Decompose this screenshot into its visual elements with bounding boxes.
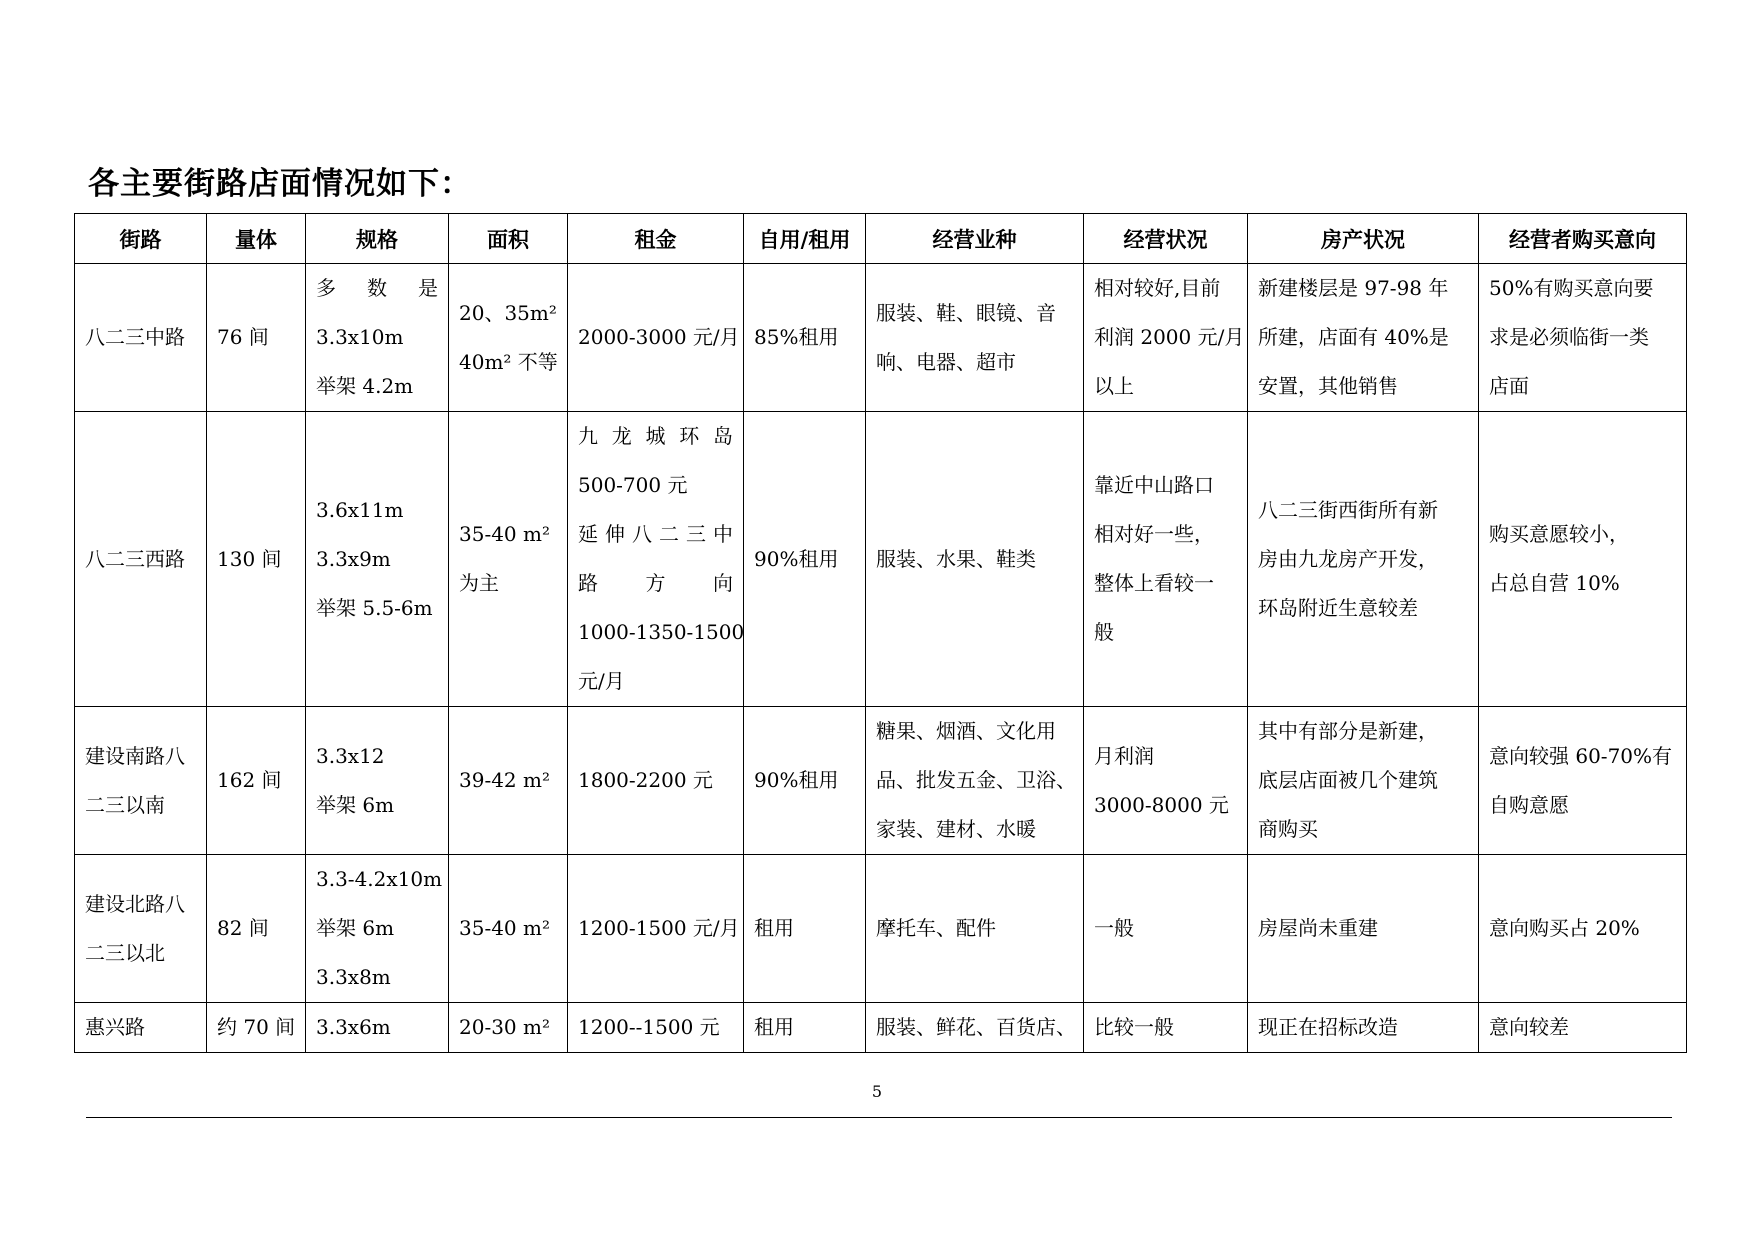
table-row: [75, 412, 1687, 707]
cell-area: 20-30 m²: [449, 1003, 568, 1053]
table-row: [75, 707, 1687, 855]
cell-usage: 85%租用: [744, 264, 866, 412]
cell-street: 建设北路八 二三以北: [75, 855, 207, 1003]
cell-usage: 90%租用: [744, 707, 866, 855]
cell-intent: 意向较强 60-70%有 自购意愿: [1479, 707, 1687, 855]
header-property: 房产状况: [1248, 214, 1479, 264]
cell-business: 服装、鲜花、百货店、: [866, 1003, 1084, 1053]
cell-rent: 2000-3000 元/月: [568, 264, 744, 412]
header-rent: 租金: [568, 214, 744, 264]
cell-property: 新建楼层是 97-98 年 所建，店面有 40%是 安置，其他销售: [1248, 264, 1479, 412]
cell-volume: 82 间: [207, 855, 306, 1003]
cell-status: 靠近中山路口 相对好一些， 整体上看较一 般: [1084, 412, 1248, 707]
cell-status: 相对较好,目前 利润 2000 元/月 以上: [1084, 264, 1248, 412]
cell-volume: 130 间: [207, 412, 306, 707]
cell-volume: 约 70 间: [207, 1003, 306, 1053]
cell-usage: 租用: [744, 1003, 866, 1053]
footer-divider: [86, 1117, 1672, 1118]
cell-property: 现正在招标改造: [1248, 1003, 1479, 1053]
cell-rent: 1200-1500 元/月: [568, 855, 744, 1003]
header-status: 经营状况: [1084, 214, 1248, 264]
cell-business: 服装、水果、鞋类: [866, 412, 1084, 707]
cell-area: 35-40 m²: [449, 855, 568, 1003]
header-area: 面积: [449, 214, 568, 264]
cell-street: 建设南路八 二三以南: [75, 707, 207, 855]
cell-street: 八二三中路: [75, 264, 207, 412]
cell-property: 房屋尚未重建: [1248, 855, 1479, 1003]
cell-intent: 意向购买占 20%: [1479, 855, 1687, 1003]
cell-intent: 意向较差: [1479, 1003, 1687, 1053]
cell-status: 比较一般: [1084, 1003, 1248, 1053]
cell-spec: 3.3-4.2x10m 举架 6m 3.3x8m: [306, 855, 449, 1003]
area-value: 40m² 不等: [459, 349, 558, 374]
cell-status: 一般: [1084, 855, 1248, 1003]
header-usage: 自用/租用: [744, 214, 866, 264]
cell-spec: 3.3x6m: [306, 1003, 449, 1053]
cell-business: 摩托车、配件: [866, 855, 1084, 1003]
cell-rent: 1800-2200 元: [568, 707, 744, 855]
table-row: [75, 264, 1687, 412]
cell-usage: 租用: [744, 855, 866, 1003]
cell-rent: 九龙城环岛 500-700 元 延伸八二三中 路 方 向 1000-1350-1500 元/月: [568, 412, 744, 707]
header-volume: 量体: [207, 214, 306, 264]
table-row: [75, 1003, 1687, 1053]
section-title: 各主要街路店面情况如下：: [88, 166, 472, 202]
cell-usage: 90%租用: [744, 412, 866, 707]
table-header-row: [75, 214, 1687, 264]
header-business: 经营业种: [866, 214, 1084, 264]
header-spec: 规格: [306, 214, 449, 264]
cell-property: 其中有部分是新建， 底层店面被几个建筑 商购买: [1248, 707, 1479, 855]
cell-intent: 购买意愿较小， 占总自营 10%: [1479, 412, 1687, 707]
cell-status: 月利润 3000-8000 元: [1084, 707, 1248, 855]
cell-area: 35-40 m² 为主: [449, 412, 568, 707]
cell-rent: 1200--1500 元: [568, 1003, 744, 1053]
header-street: 街路: [75, 214, 207, 264]
cell-volume: 76 间: [207, 264, 306, 412]
cell-street: 惠兴路: [75, 1003, 207, 1053]
cell-business: 服装、鞋、眼镜、音 响、电器、超市: [866, 264, 1084, 412]
area-value: 20、35m²: [459, 300, 557, 325]
cell-area: [449, 264, 568, 412]
header-intent: 经营者购买意向: [1479, 214, 1687, 264]
cell-spec: 3.3x12 举架 6m: [306, 707, 449, 855]
cell-spec: 多 数 是 3.3x10m 举架 4.2m: [306, 264, 449, 412]
cell-spec: 3.6x11m 3.3x9m 举架 5.5-6m: [306, 412, 449, 707]
page-number: 5: [871, 1082, 883, 1101]
street-storefront-table: [74, 213, 1687, 1053]
cell-volume: 162 间: [207, 707, 306, 855]
cell-street: 八二三西路: [75, 412, 207, 707]
table-row: [75, 855, 1687, 1003]
cell-area: 39-42 m²: [449, 707, 568, 855]
cell-business: 糖果、烟酒、文化用 品、批发五金、卫浴、 家装、建材、水暖: [866, 707, 1084, 855]
cell-intent: 50%有购买意向要 求是必须临街一类 店面: [1479, 264, 1687, 412]
cell-property: 八二三街西街所有新 房由九龙房产开发， 环岛附近生意较差: [1248, 412, 1479, 707]
